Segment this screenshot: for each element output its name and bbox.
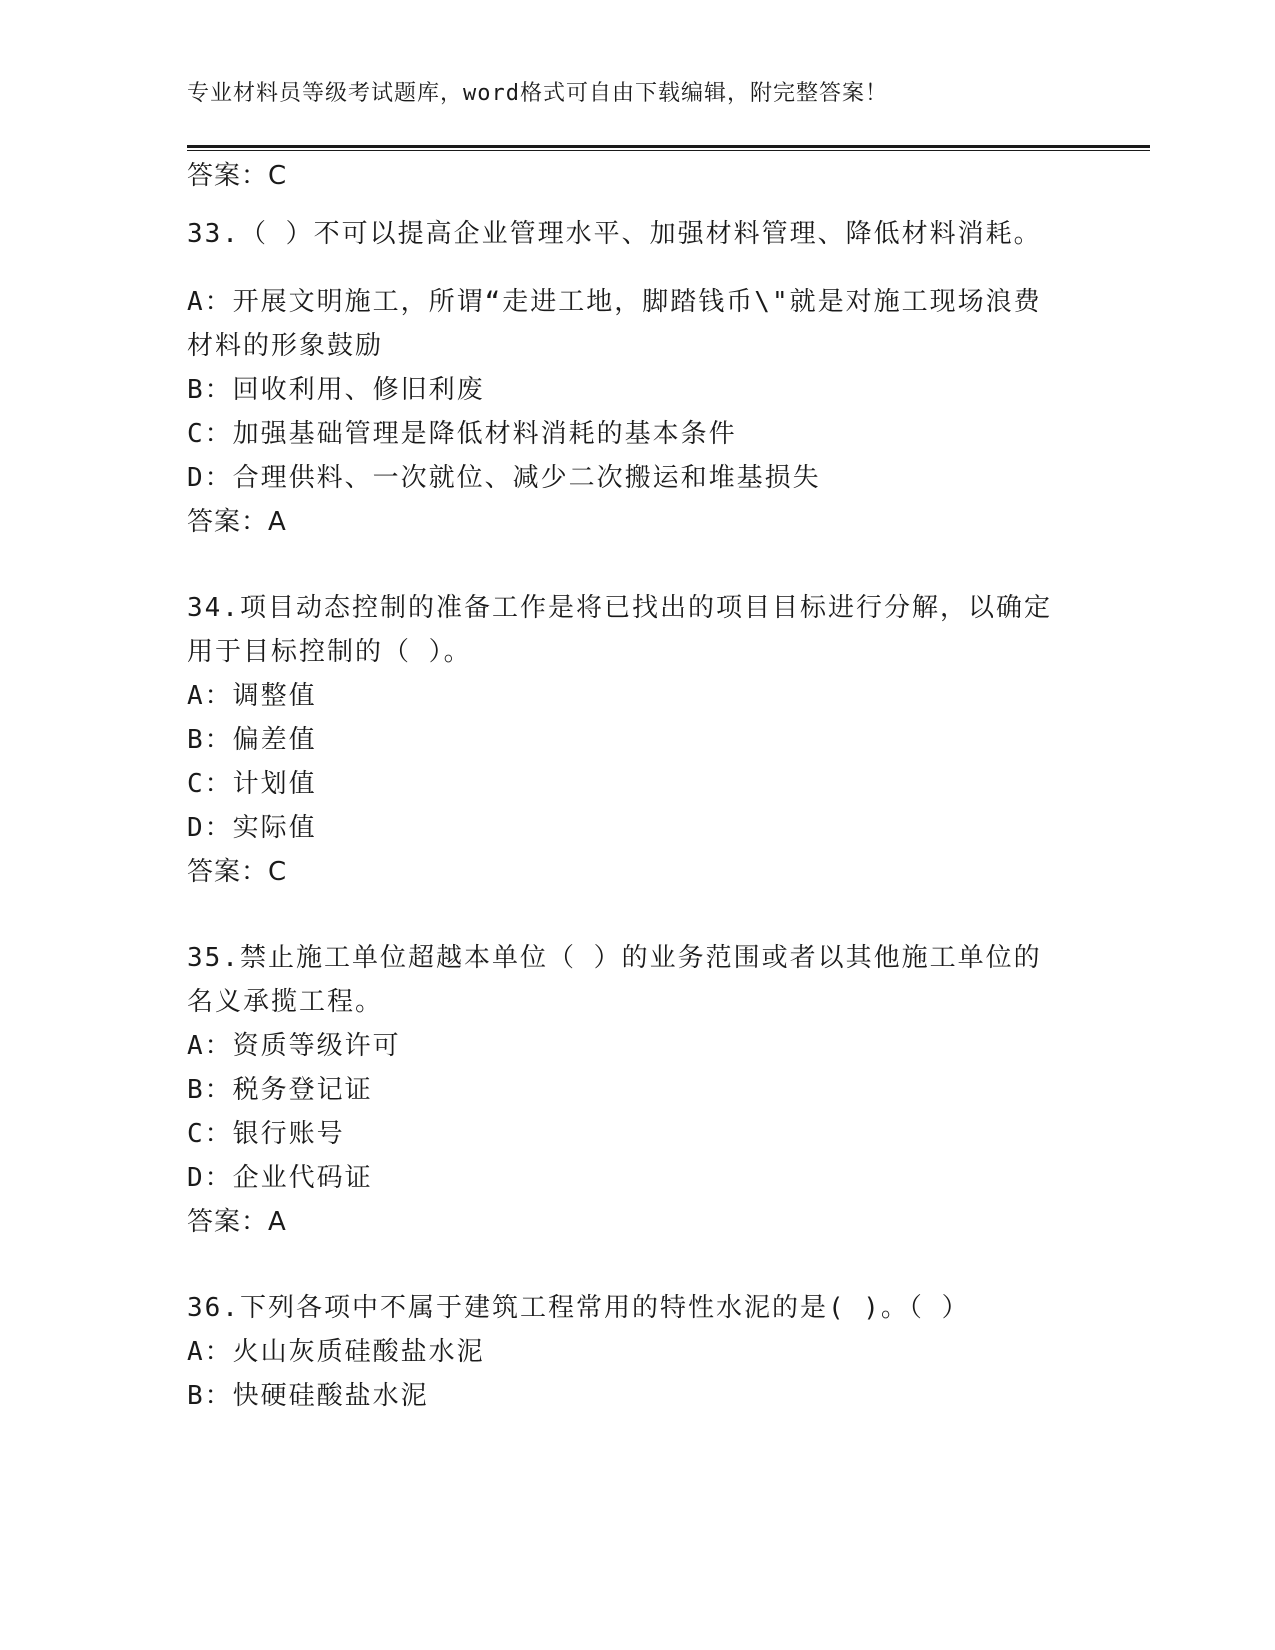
header-rule-thick [187, 145, 1150, 148]
question-35-option-a: A：资质等级许可 [187, 1031, 401, 1061]
question-34-stem-line-1: 34.项目动态控制的准备工作是将已找出的项目目标进行分解，以确定 [187, 593, 1052, 623]
question-35-option-c: C：银行账号 [187, 1119, 345, 1149]
question-34-answer: 答案：C [187, 857, 288, 887]
question-33-answer: 答案：A [187, 507, 287, 537]
header-rule-thin [187, 150, 1150, 151]
question-33-option-c: C：加强基础管理是降低材料消耗的基本条件 [187, 419, 737, 449]
question-34-option-c: C：计划值 [187, 769, 317, 799]
question-36-option-a: A：火山灰质硅酸盐水泥 [187, 1337, 485, 1367]
question-34-option-b: B：偏差值 [187, 725, 317, 755]
question-33-option-d: D：合理供料、一次就位、减少二次搬运和堆基损失 [187, 463, 821, 493]
question-35-stem-line-2: 名义承揽工程。 [187, 987, 384, 1017]
question-33-stem: 33.（ ）不可以提高企业管理水平、加强材料管理、降低材料消耗。 [187, 219, 1042, 249]
question-36-option-b: B：快硬硅酸盐水泥 [187, 1381, 429, 1411]
question-34-stem-line-2: 用于目标控制的（ ）。 [187, 637, 472, 667]
page-header: 专业材料员等级考试题库，word格式可自由下载编辑，附完整答案！ [187, 81, 888, 106]
question-35-option-d: D：企业代码证 [187, 1163, 373, 1193]
question-35-option-b: B：税务登记证 [187, 1075, 373, 1105]
question-34-option-a: A：调整值 [187, 681, 317, 711]
question-35-answer: 答案：A [187, 1207, 287, 1237]
question-33-option-b: B：回收利用、修旧利废 [187, 375, 485, 405]
question-34-option-d: D：实际值 [187, 813, 317, 843]
question-33-option-a-line-2: 材料的形象鼓励 [187, 331, 384, 361]
previous-answer: 答案：C [187, 161, 288, 191]
question-35-stem-line-1: 35.禁止施工单位超越本单位（ ）的业务范围或者以其他施工单位的 [187, 943, 1042, 973]
question-36-stem: 36.下列各项中不属于建筑工程常用的特性水泥的是( )。（ ） [187, 1293, 970, 1323]
question-33-option-a-line-1: A：开展文明施工，所谓“走进工地，脚踏钱币\"就是对施工现场浪费 [187, 287, 1042, 317]
